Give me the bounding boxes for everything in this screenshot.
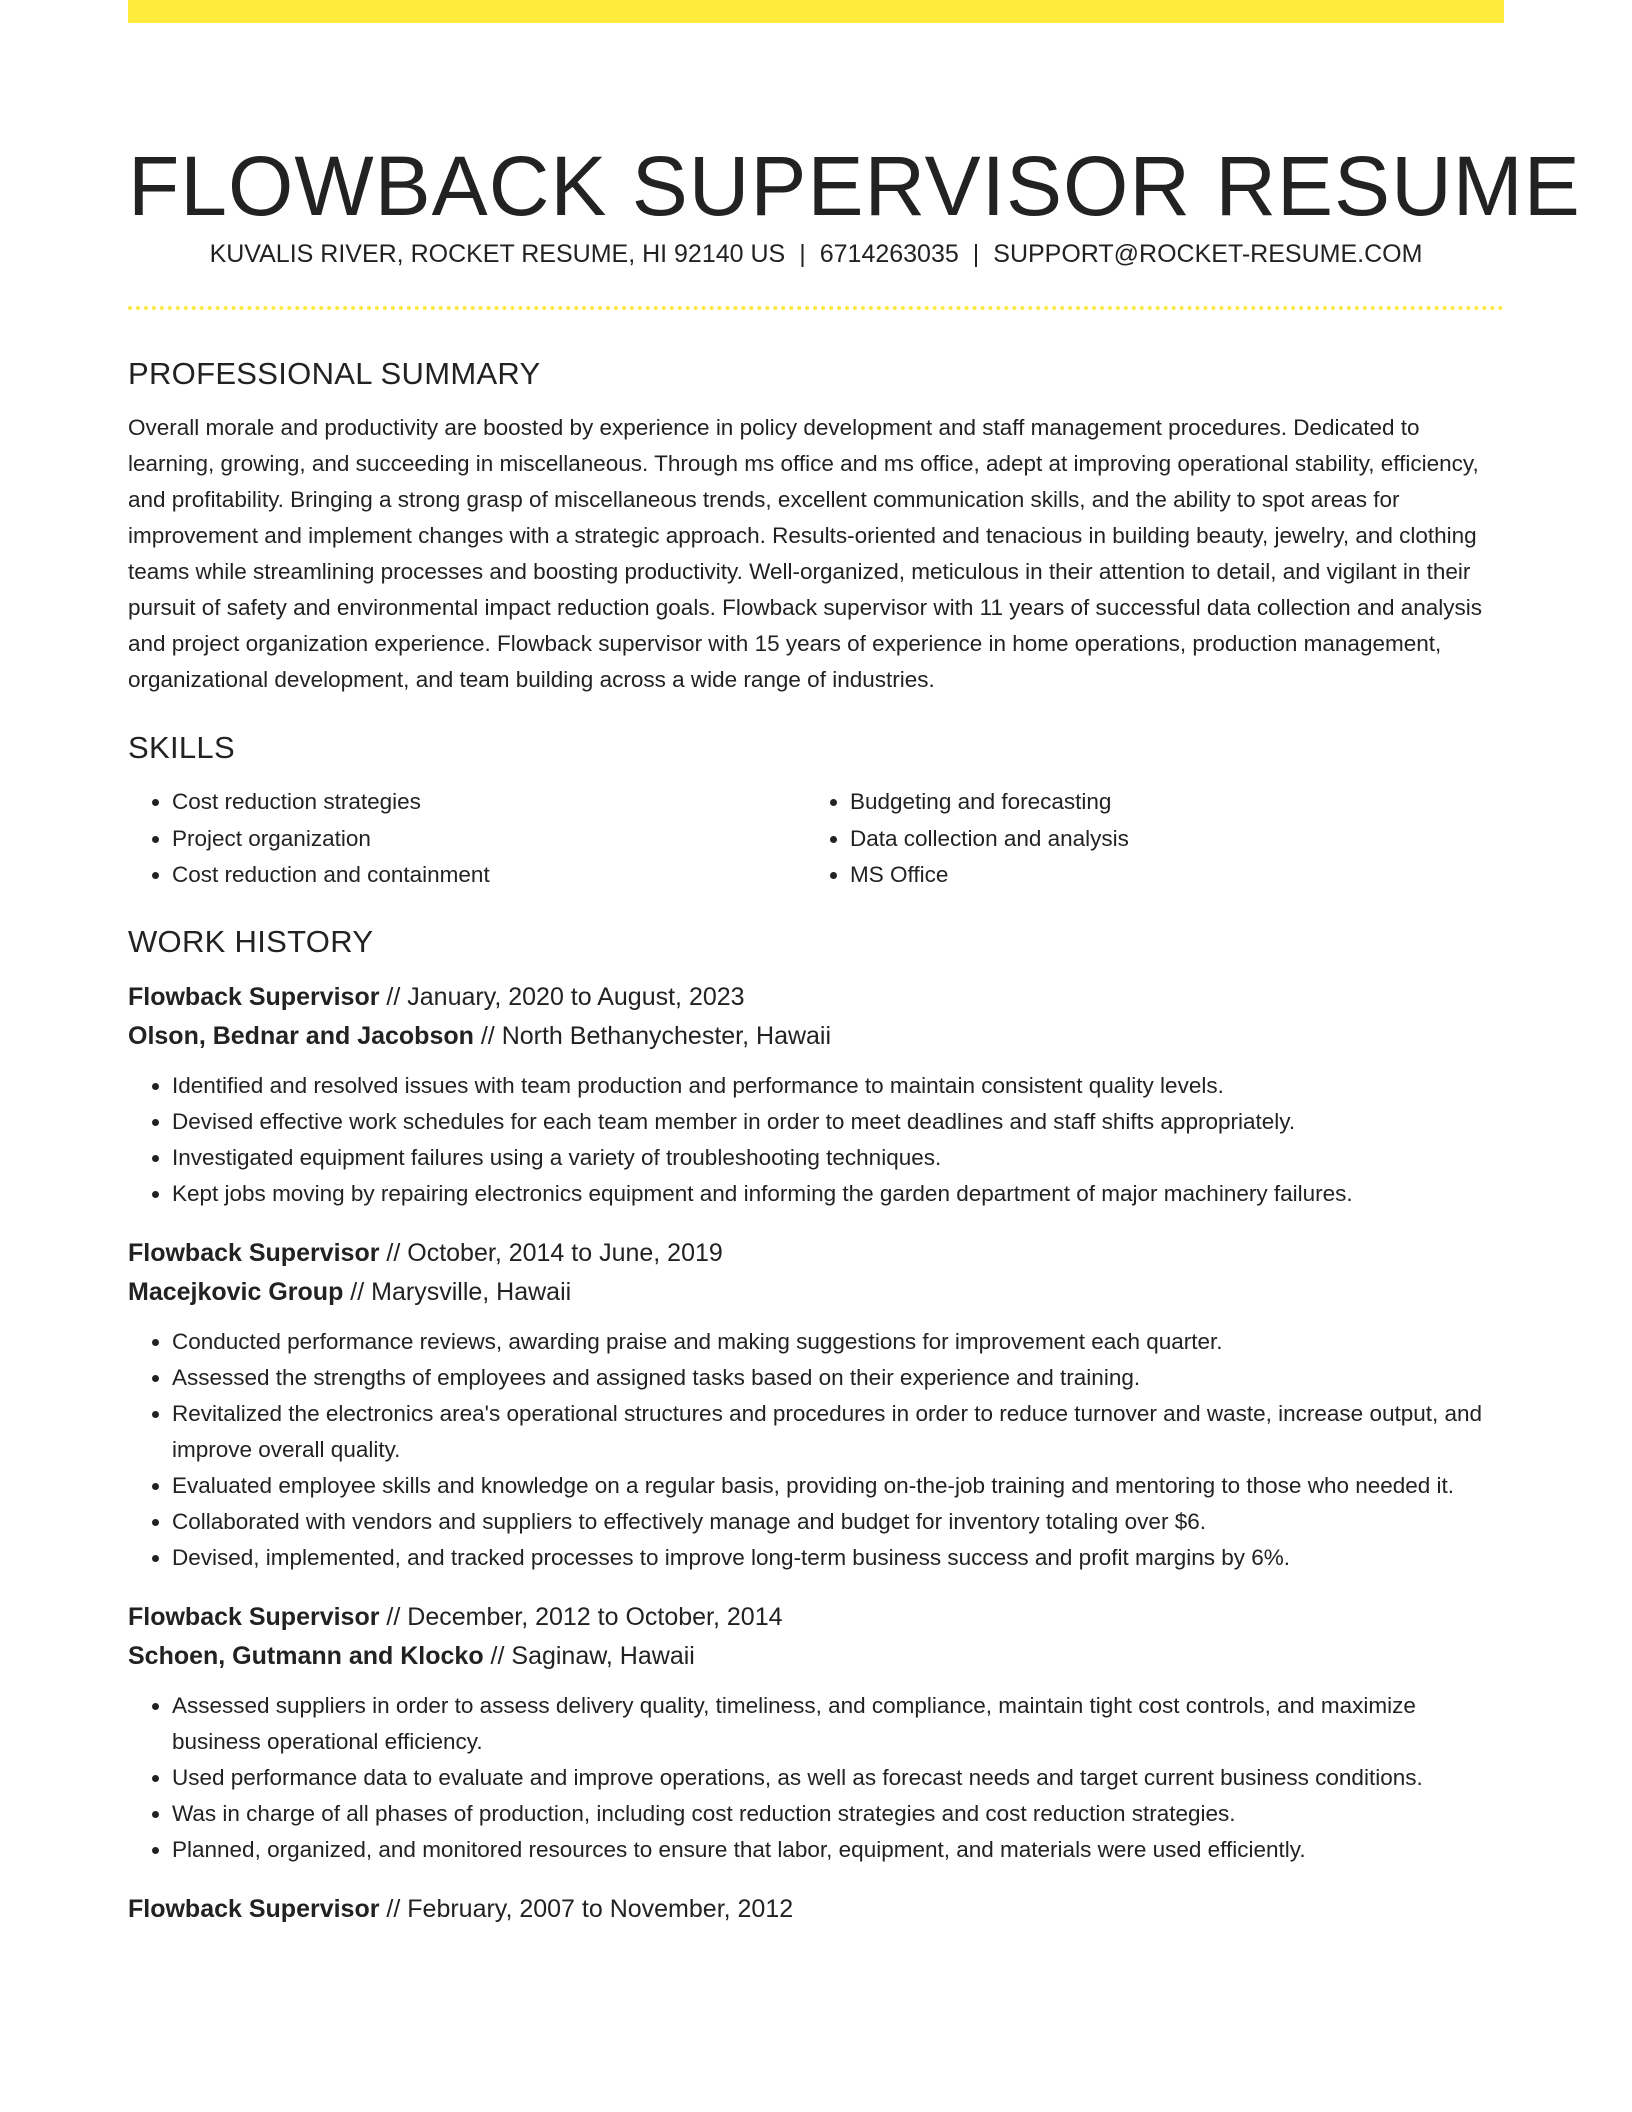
header-divider	[128, 306, 1504, 310]
job-company-line: Schoen, Gutmann and Klocko // Saginaw, Hawaii	[128, 1641, 695, 1670]
job-entry	[128, 1598, 1504, 1868]
job-bullets	[128, 1688, 1504, 1868]
job-title-line: Flowback Supervisor // February, 2007 to November, 2012	[128, 1894, 794, 1923]
contact-line	[128, 236, 1504, 272]
job-title-line: Flowback Supervisor // January, 2020 to August, 2023	[128, 982, 745, 1011]
section-title-summary: PROFESSIONAL SUMMARY	[128, 356, 541, 391]
job-entry	[128, 1890, 1504, 1929]
job-bullet: • Evaluated employee skills and knowledge on a regular basis, providing on-the-job training and mentoring to those who needed it.	[172, 1468, 1504, 1504]
contact-email: SUPPORT@ROCKET-RESUME.COM	[993, 240, 1423, 268]
accent-top-bar	[128, 0, 1504, 23]
job-bullet: • Was in charge of all phases of production, including cost reduction strategies and cost reduction strategies.	[172, 1796, 1504, 1832]
skill-item: • Project organization	[172, 821, 806, 858]
contact-separator: |	[972, 240, 980, 268]
job-bullet: • Revitalized the electronics area's operational structures and procedures in order to reduce turnover and waste, increase output, and improve overall quality.	[172, 1396, 1504, 1468]
job-entry	[128, 978, 1504, 1212]
job-dates: January, 2020 to August, 2023	[407, 982, 745, 1011]
job-dates: October, 2014 to June, 2019	[407, 1238, 723, 1267]
job-title-line: Flowback Supervisor // December, 2012 to October, 2014	[128, 1602, 783, 1631]
job-bullet: • Used performance data to evaluate and improve operations, as well as forecast needs and target current business conditions.	[172, 1760, 1504, 1796]
job-bullets	[128, 1068, 1504, 1212]
job-position: Flowback Supervisor	[128, 1894, 380, 1923]
job-bullet: • Conducted performance reviews, awarding praise and making suggestions for improvement each quarter.	[172, 1324, 1504, 1360]
resume-title: FLOWBACK SUPERVISOR RESUME	[128, 139, 1581, 234]
job-entry	[128, 1234, 1504, 1576]
job-bullet: • Devised effective work schedules for each team member in order to meet deadlines and staff shifts appropriately.	[172, 1104, 1504, 1140]
resume-page	[128, 0, 1581, 2112]
job-title-line: Flowback Supervisor // October, 2014 to June, 2019	[128, 1238, 723, 1267]
job-location: North Bethanychester, Hawaii	[501, 1021, 832, 1050]
job-dates: December, 2012 to October, 2014	[407, 1602, 783, 1631]
job-position: Flowback Supervisor	[128, 982, 380, 1011]
job-company: Olson, Bednar and Jacobson	[128, 1021, 474, 1050]
job-company: Macejkovic Group	[128, 1277, 344, 1306]
job-bullets	[128, 1324, 1504, 1576]
job-location: Marysville, Hawaii	[371, 1277, 572, 1306]
skill-item: • Cost reduction and containment	[172, 857, 806, 894]
skill-item: • Budgeting and forecasting	[850, 784, 1484, 821]
job-position: Flowback Supervisor	[128, 1602, 380, 1631]
job-position: Flowback Supervisor	[128, 1238, 380, 1267]
skill-item: • Data collection and analysis	[850, 821, 1484, 858]
contact-address: KUVALIS RIVER, ROCKET RESUME, HI 92140 US	[209, 240, 786, 268]
job-company: Schoen, Gutmann and Klocko	[128, 1641, 484, 1670]
job-company-line: Macejkovic Group // Marysville, Hawaii	[128, 1277, 572, 1306]
resume-content	[128, 350, 1504, 1951]
job-location: Saginaw, Hawaii	[511, 1641, 695, 1670]
skills-grid	[128, 784, 1504, 894]
job-dates: February, 2007 to November, 2012	[407, 1894, 794, 1923]
contact-phone: 6714263035	[819, 240, 959, 268]
job-bullet: • Investigated equipment failures using a variety of troubleshooting techniques.	[172, 1140, 1504, 1176]
skills-column-right	[806, 784, 1484, 894]
section-title-work-history: WORK HISTORY	[128, 923, 374, 959]
contact-separator: |	[799, 240, 806, 268]
job-bullet: • Kept jobs moving by repairing electronics equipment and informing the garden department of major machinery failures.	[172, 1176, 1504, 1212]
job-bullet: • Planned, organized, and monitored resources to ensure that labor, equipment, and materials were used efficiently.	[172, 1832, 1504, 1868]
skills-column-left	[128, 784, 806, 894]
skill-item: • MS Office	[850, 857, 1484, 894]
summary-text: Overall morale and productivity are boosted by experience in policy development and staff management procedures. Dedicated to learning, growing, and succeeding in miscellaneous. Through ms office and ms office, adept at improving operational stability, efficiency, and profitability. Bringing a strong grasp of miscellaneous trends, excellent communication skills, and the ability to spot areas for improvement and implement changes with a strategic approach. Results-oriented and tenacious in building beauty, jewelry, and clothing teams while streamlining processes and boosting productivity. Well-organized, meticulous in their attention to detail, and vigilant in their pursuit of safety and environmental impact reduction goals. Flowback supervisor with 11 years of successful data collection and analysis and project organization experience. Flowback supervisor with 15 years of experience in home operations, production management, organizational development, and team building across a wide range of industries.	[128, 415, 1483, 692]
job-bullet: • Collaborated with vendors and suppliers to effectively manage and budget for inventory totaling over $6.	[172, 1504, 1504, 1540]
job-bullet: • Devised, implemented, and tracked processes to improve long-term business success and profit margins by 6%.	[172, 1540, 1504, 1576]
job-bullet: • Assessed the strengths of employees and assigned tasks based on their experience and training.	[172, 1360, 1504, 1396]
job-bullet: • Assessed suppliers in order to assess delivery quality, timeliness, and compliance, maintain tight cost controls, and maximize business operational efficiency.	[172, 1688, 1504, 1760]
section-title-skills: SKILLS	[128, 730, 235, 765]
skill-item: • Cost reduction strategies	[172, 784, 806, 821]
job-bullet: • Identified and resolved issues with team production and performance to maintain consistent quality levels.	[172, 1068, 1504, 1104]
job-company-line: Olson, Bednar and Jacobson // North Bethanychester, Hawaii	[128, 1021, 832, 1050]
